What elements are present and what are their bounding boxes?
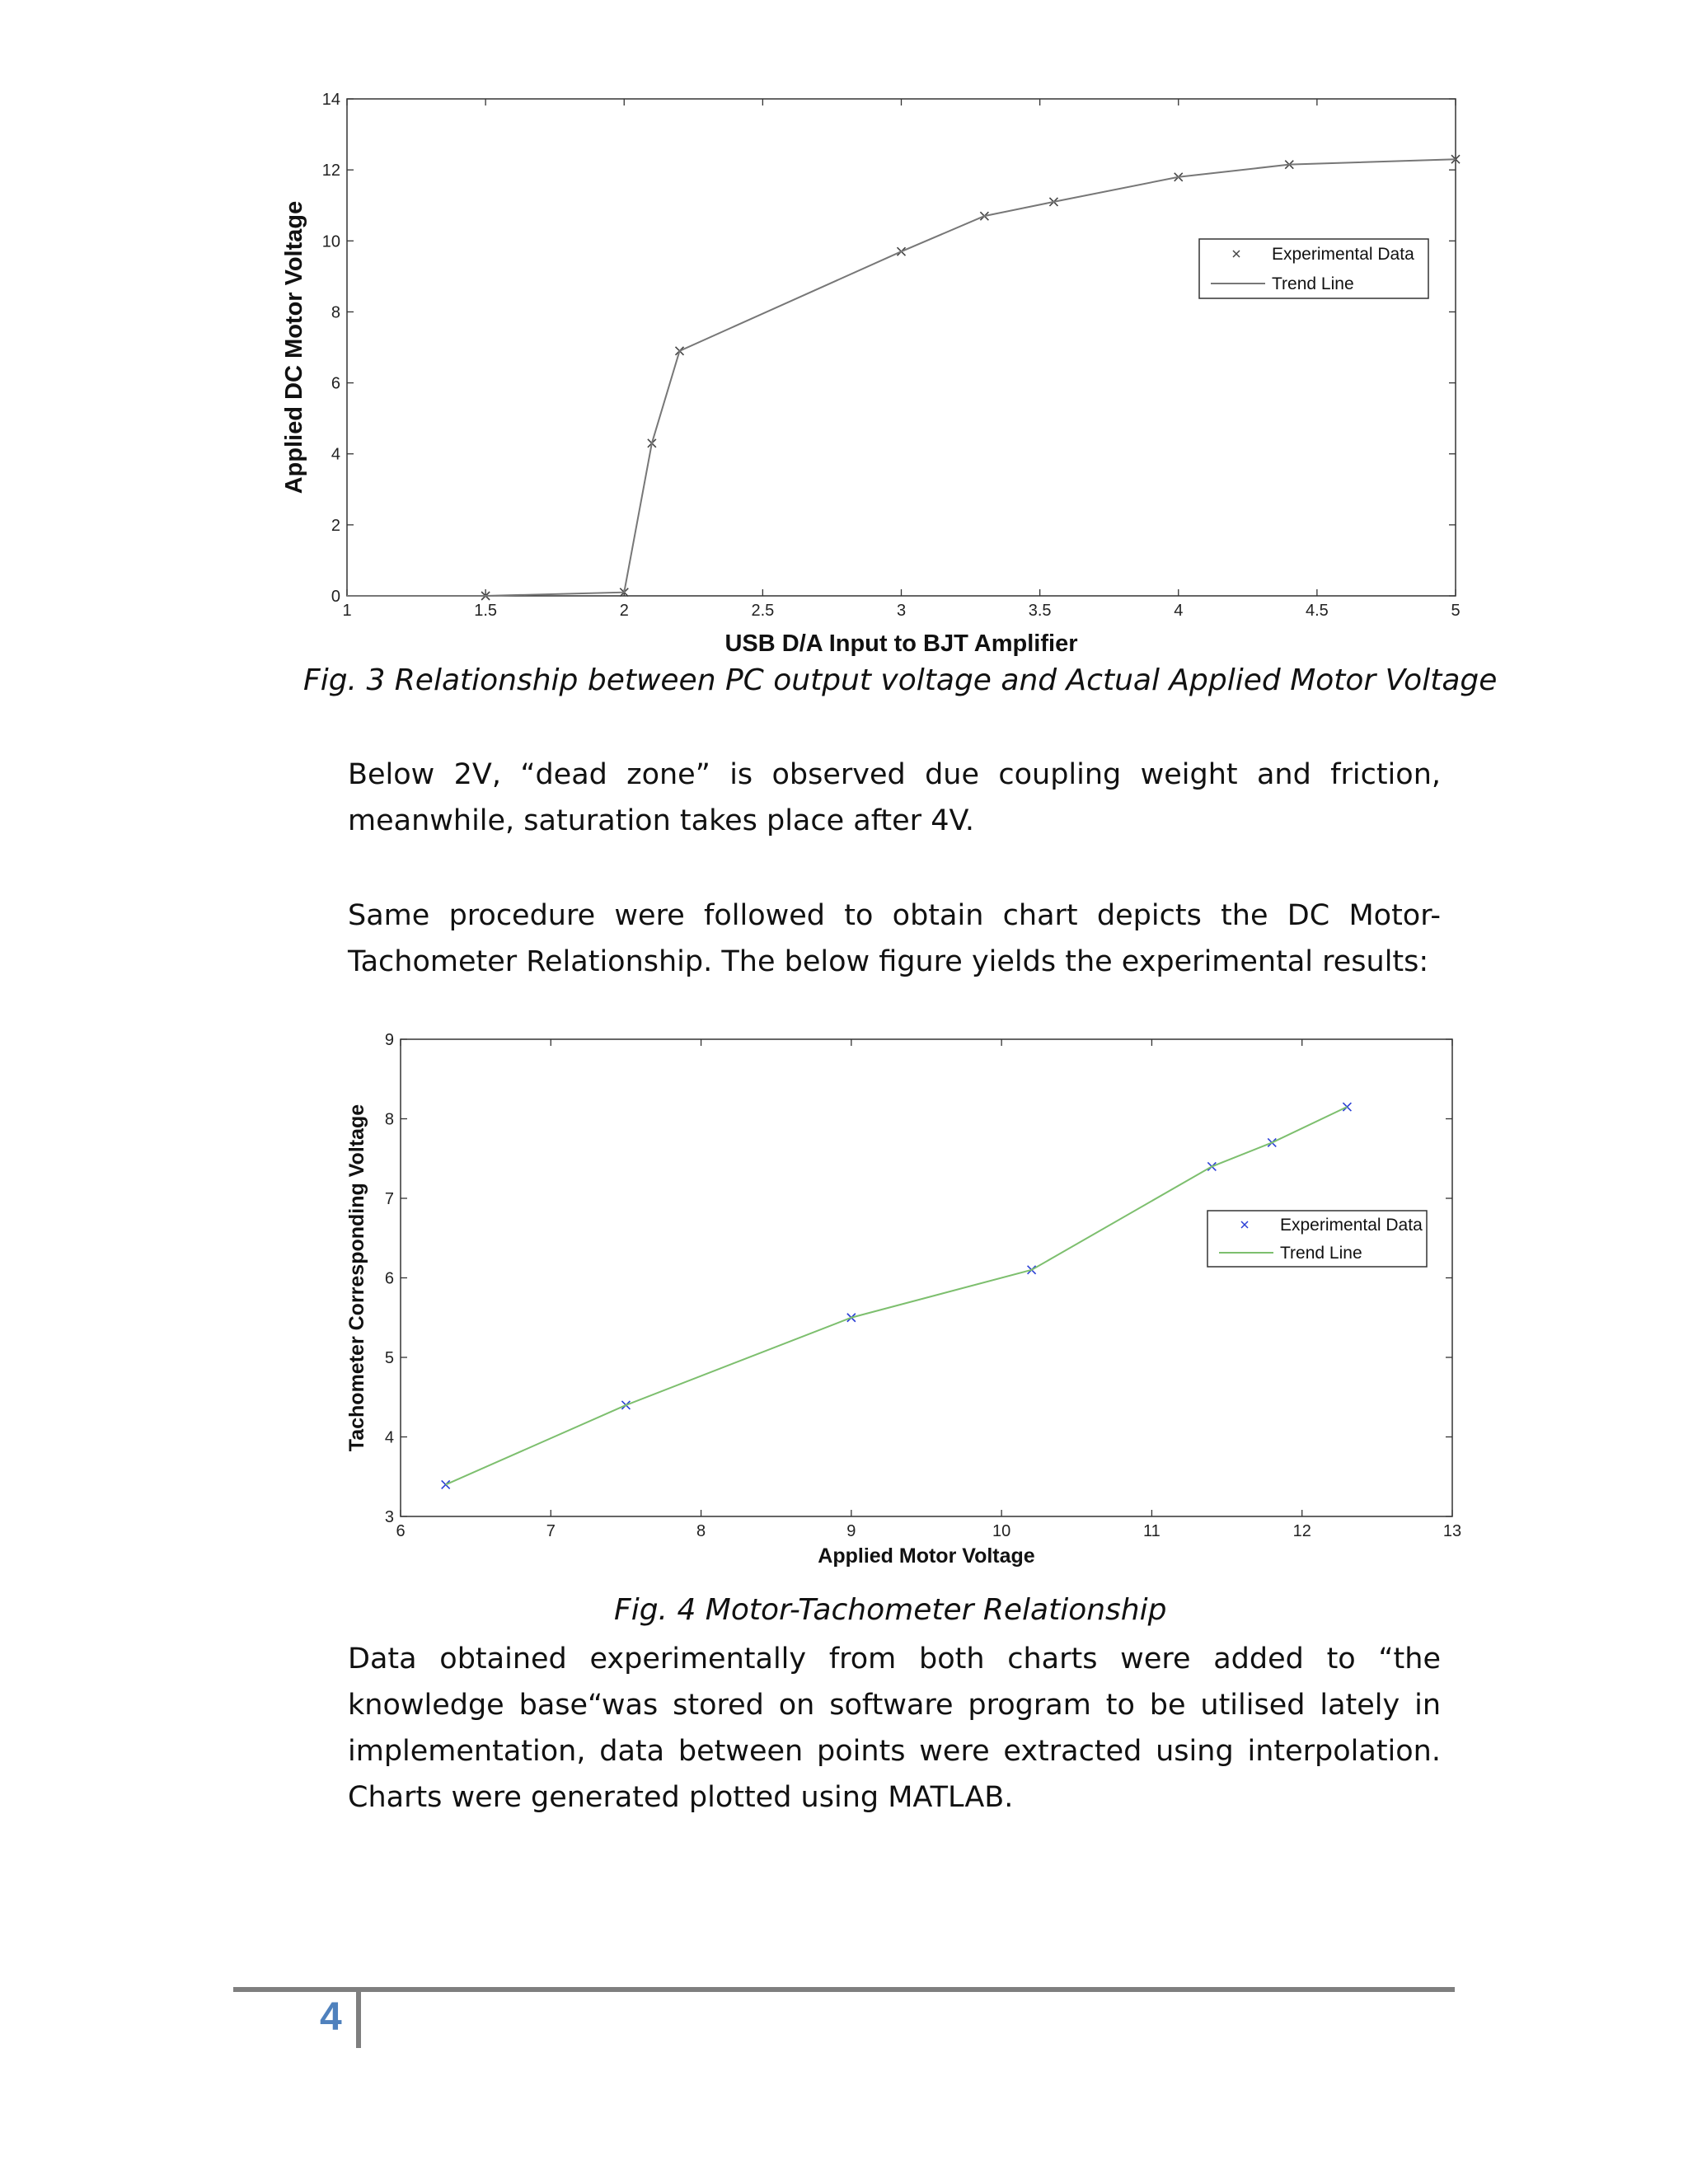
y-tick-label: 5	[384, 1349, 394, 1367]
x-tick-label: 3	[896, 602, 907, 620]
y-tick-label: 4	[384, 1428, 394, 1447]
figure-3-caption: Fig. 3 Relationship between PC output voltage and Actual Applied Motor Voltage	[303, 663, 1498, 697]
x-tick-label: 10	[992, 1522, 1011, 1540]
figure-4-caption: Fig. 4 Motor-Tachometer Relationship	[614, 1593, 1167, 1627]
x-tick-label: 1.5	[474, 602, 498, 620]
trend-line	[446, 1107, 1348, 1484]
y-tick-label: 3	[384, 1508, 394, 1526]
x-tick-label: 1	[342, 602, 352, 620]
y-tick-label: 2	[331, 516, 340, 535]
y-axis-label: Applied DC Motor Voltage	[281, 200, 307, 494]
x-tick-label: 13	[1442, 1522, 1462, 1540]
x-axis-label: USB D/A Input to BJT Amplifier	[724, 630, 1078, 657]
page-number: 4	[320, 1995, 342, 2039]
x-tick-label: 4.5	[1305, 602, 1329, 620]
y-tick-label: 0	[331, 588, 340, 606]
x-tick-label: 12	[1292, 1522, 1311, 1540]
y-tick-label: 10	[321, 232, 340, 251]
y-tick-label: 7	[384, 1190, 394, 1208]
footer-rule	[233, 1987, 1455, 1992]
y-tick-label: 14	[321, 91, 340, 109]
plot-area-frame	[401, 1039, 1452, 1516]
x-tick-label: 2.5	[751, 602, 775, 620]
x-tick-label: 5	[1451, 602, 1461, 620]
paragraph-dead-zone: Below 2V, “dead zone” is observed due coupling weight and friction, meanwhile, saturation takes place after 4V.	[348, 758, 1441, 837]
x-tick-label: 3.5	[1028, 602, 1052, 620]
legend-entry-label: Experimental Data	[1280, 1216, 1423, 1235]
y-tick-label: 4	[331, 445, 340, 464]
x-tick-label: 8	[696, 1522, 706, 1540]
x-tick-label: 4	[1174, 602, 1184, 620]
x-tick-label: 2	[619, 602, 629, 620]
y-tick-label: 12	[321, 162, 340, 180]
y-tick-label: 8	[331, 303, 340, 322]
x-tick-label: 6	[396, 1522, 406, 1540]
x-tick-label: 9	[846, 1522, 856, 1540]
y-tick-label: 8	[384, 1110, 394, 1129]
paragraph-knowledge-base: Data obtained experimentally from both charts were added to “the knowledge base“was stored on software program to be utilised lately in implementation, data between points were extracted using interpolation. Charts were generated plotted using MATLAB.	[348, 1643, 1441, 1814]
y-axis-label: Tachometer Corresponding Voltage	[345, 1104, 368, 1452]
x-tick-label: 7	[546, 1522, 556, 1540]
legend-entry-label: Trend Line	[1272, 274, 1354, 293]
x-tick-label: 11	[1143, 1522, 1160, 1540]
paragraph-procedure: Same procedure were followed to obtain chart depicts the DC Motor-Tachometer Relationship. The below figure yields the experimental results:	[348, 899, 1441, 978]
y-tick-label: 9	[384, 1031, 394, 1049]
footer-separator	[356, 1992, 361, 2048]
y-tick-label: 6	[384, 1269, 394, 1288]
legend-entry-label: Trend Line	[1280, 1244, 1362, 1263]
legend-entry-label: Experimental Data	[1272, 245, 1414, 264]
y-tick-label: 6	[331, 374, 340, 393]
x-axis-label: Applied Motor Voltage	[818, 1544, 1035, 1568]
